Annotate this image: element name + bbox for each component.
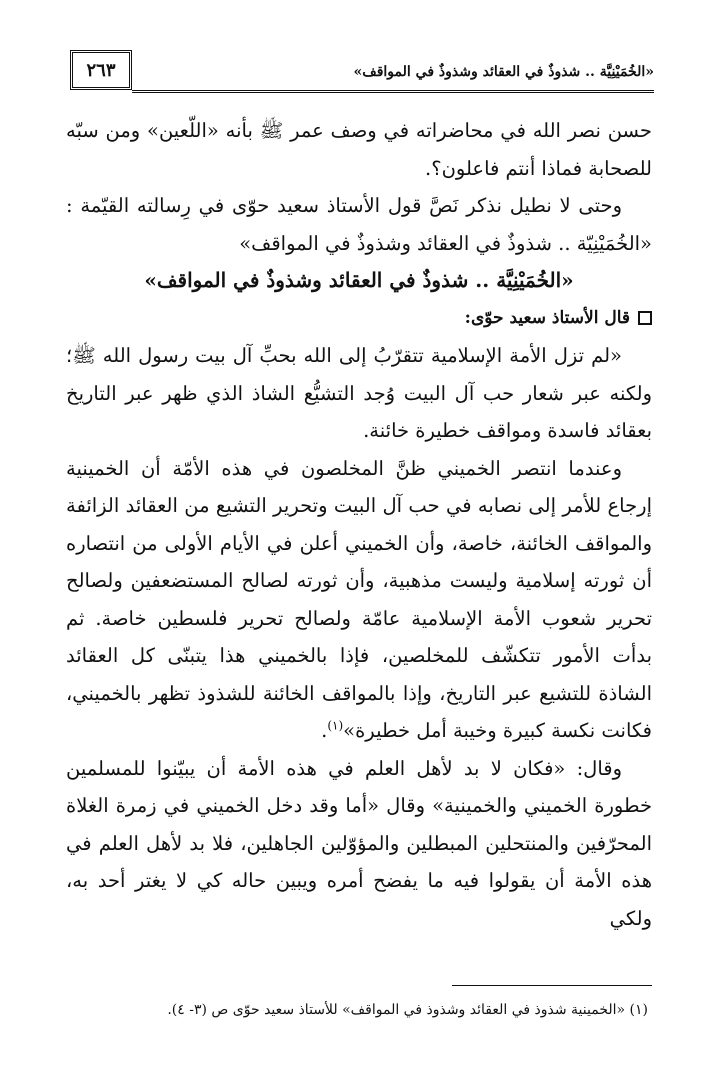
quote-paragraph: «لم تزل الأمة الإسلامية تتقرّبُ إلى الله بحبِّ آل بيت رسول الله ﷺ؛ ولكنه عبر شعار حب آل البيت وُجد التشيُّع الشاذ الذي ظهر عبر التاريخ بعقائد فاسدة ومواقف خطيرة خائنة. — [66, 344, 652, 442]
section-heading: «الخُمَيْنِيَّة .. شذوذٌ في العقائد وشذوذٌ في المواقف» — [144, 268, 574, 292]
footnote-divider — [452, 985, 652, 986]
page-number-box — [70, 50, 132, 90]
page-number: ٢٦٣ — [86, 59, 116, 81]
square-bullet-icon — [638, 311, 652, 325]
footnote: (١) «الخمينية شذوذ في العقائد وشذوذ في المواقف» للأستاذ سعيد حوّى ص (٣- ٤). — [167, 1002, 648, 1018]
section-label-text: قال الأستاذ سعيد حوّى: — [464, 307, 630, 328]
footnote-reference: (١) — [327, 718, 344, 733]
body-text — [66, 112, 652, 937]
header-divider — [132, 90, 654, 93]
paragraph-2: وحتى لا نطيل نذكر نَصَّ قول الأستاذ سعيد حوّى في رِسالته القيّمة : «الخُمَيْنِيّة .. شذوذٌ في العقائد وشذوذٌ في المواقف» — [66, 194, 652, 255]
paragraph-1: حسن نصر الله في محاضراته في وصف عمر ﷺ بأنه «اللّعين» ومن سبّه للصحابة فماذا أنتم فاعلون؟. — [66, 119, 652, 180]
section-label — [66, 300, 652, 338]
paragraph-3-text: وعندما انتصر الخميني ظنَّ المخلصون في هذه الأمّة أن الخمينية إرجاع للأمر إلى نصابه في حب آل البيت وتحرير التشيع من العقائد الزائفة والمواقف الخائنة، خاصة، وأن الخميني أعلن في الأيام الأولى من انتصاره أن ثورته إسلامية وليست مذهبية، وأن ثورته لصالح المستضعفين ولصالح تحرير شعوب الأمة الإسلامية عامّة ولصالح تحرير فلسطين خاصة. ثم بدأت الأمور تتكشّف للمخلصين، فإذا بالخميني هذا يتبنّى كل العقائد الشاذة للتشيع عبر التاريخ، وإذا بالمواقف الخائنة للشذوذ تظهر بالخميني، فكانت نكسة كبيرة وخيبة أمل خطيرة» — [66, 456, 652, 742]
page-header — [70, 50, 654, 96]
paragraph-4: وقال: «فكان لا بد لأهل العلم في هذه الأمة أن يبيّنوا للمسلمين خطورة الخميني والخمينية» وقال «أما وقد دخل الخميني في زمرة الغلاة المحرّفين والمنتحلين المبطلين والمؤوّلين الجاهلين، فلا بد لأهل العلم في هذه الأمة أن يقولوا فيه ما يفضح أمره ويبين حاله كي لا يغتر أحد به، ولكي — [66, 756, 652, 930]
paragraph-3: وعندما انتصر الخميني ظنَّ المخلصون في هذه الأمّة أن الخمينية إرجاع للأمر إلى نصابه في حب آل البيت وتحرير التشيع من العقائد الزائفة والمواقف الخائنة، خاصة، وأن الخميني أعلن في الأيام الأولى من انتصاره أن ثورته إسلامية وليست مذهبية، وأن ثورته لصالح المستضعفين ولصالح تحرير شعوب الأمة الإسلامية عامّة ولصالح تحرير فلسطين خاصة. ثم بدأت الأمور تتكشّف للمخلصين، فإذا بالخميني هذا يتبنّى كل العقائد الشاذة للتشيع عبر التاريخ، وإذا بالمواقف الخائنة للشذوذ تظهر بالخميني، فكانت نكسة كبيرة وخيبة أمل خطيرة»$^{(١)}$. — [66, 456, 652, 742]
running-title: «الخُمَيْنِيَّة .. شذوذٌ في العقائد وشذوذٌ في المواقف» — [353, 64, 654, 80]
